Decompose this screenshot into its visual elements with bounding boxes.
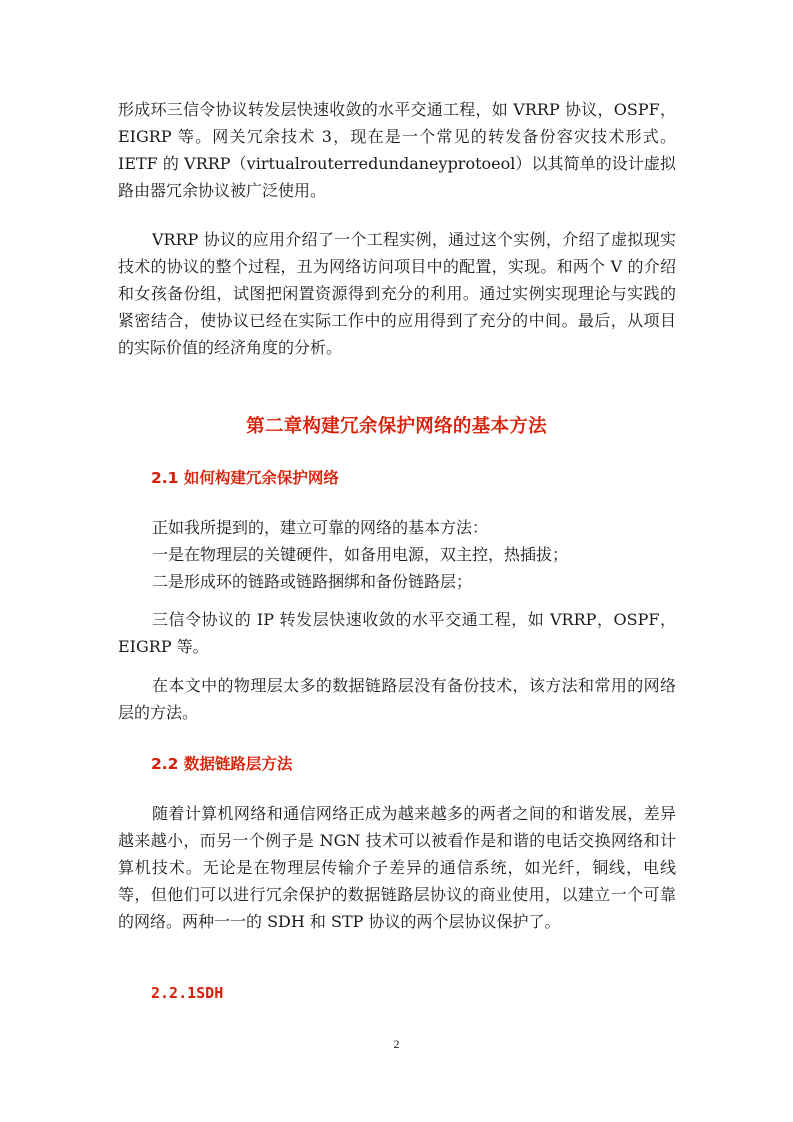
section-2-2-heading: 2.2 数据链路层方法 bbox=[151, 755, 293, 773]
section-2-1-line-2: 一是在物理层的关键硬件，如备用电源，双主控，热插拔； bbox=[152, 545, 569, 564]
section-2-2-paragraph: 随着计算机网络和通信网络正成为越来越多的两者之间的和谐发展，差异越来越小，而另一个例子是 NGN 技术可以被看作是和谐的电话交换网络和计算机技术。无论是在物理层传输介子差异的通信系统，如光纤，铜线，电线等，但他们可以进行冗余保护的数据链路层协议的商业使用，以建立一个可靠的网络。两种一一的 SDH 和 STP 协议的两个层协议保护了。 bbox=[118, 804, 676, 931]
section-2-1-heading: 2.1 如何构建冗余保护网络 bbox=[151, 469, 339, 487]
section-2-1-line-3: 二是形成环的链路或链路捆绑和备份链路层； bbox=[152, 572, 473, 591]
section-2-1-line-4: 三信令协议的 IP 转发层快速收敛的水平交通工程，如 VRRP，OSPF，EIGRP 等。 bbox=[118, 610, 676, 656]
section-2-1-line-1: 正如我所提到的，建立可靠的网络的基本方法： bbox=[152, 518, 489, 537]
chapter-title: 第二章构建冗余保护网络的基本方法 bbox=[246, 416, 547, 437]
intro-paragraph-2: VRRP 协议的应用介绍了一个工程实例，通过这个实例，介绍了虚拟现实技术的协议的整个过程，丑为网络访问项目中的配置，实现。和两个 V 的介绍和女孩备份组，试图把闲置资源得到充分的利用。通过实例实现理论与实践的紧密结合，使协议已经在实际工作中的应用得到了充分的中间。最后，从项目的实际价值的经济角度的分析。 bbox=[118, 230, 676, 357]
page-number: 2 bbox=[393, 1037, 400, 1051]
intro-paragraph-1: 形成环三信令协议转发层快速收敛的水平交通工程，如 VRRP 协议，OSPF，EIGRP 等。网关冗余技术 3，现在是一个常见的转发备份容灾技术形式。IETF 的 VRRP（virtualrouterredundaneyprotoeol）以其简单的设计虚拟路由器冗余协议被广泛使用。 bbox=[118, 100, 676, 200]
section-2-2-1-heading: 2.2.1SDH bbox=[151, 984, 224, 1002]
section-2-1-line-5: 在本文中的物理层太多的数据链路层没有备份技术，该方法和常用的网络层的方法。 bbox=[118, 676, 676, 722]
